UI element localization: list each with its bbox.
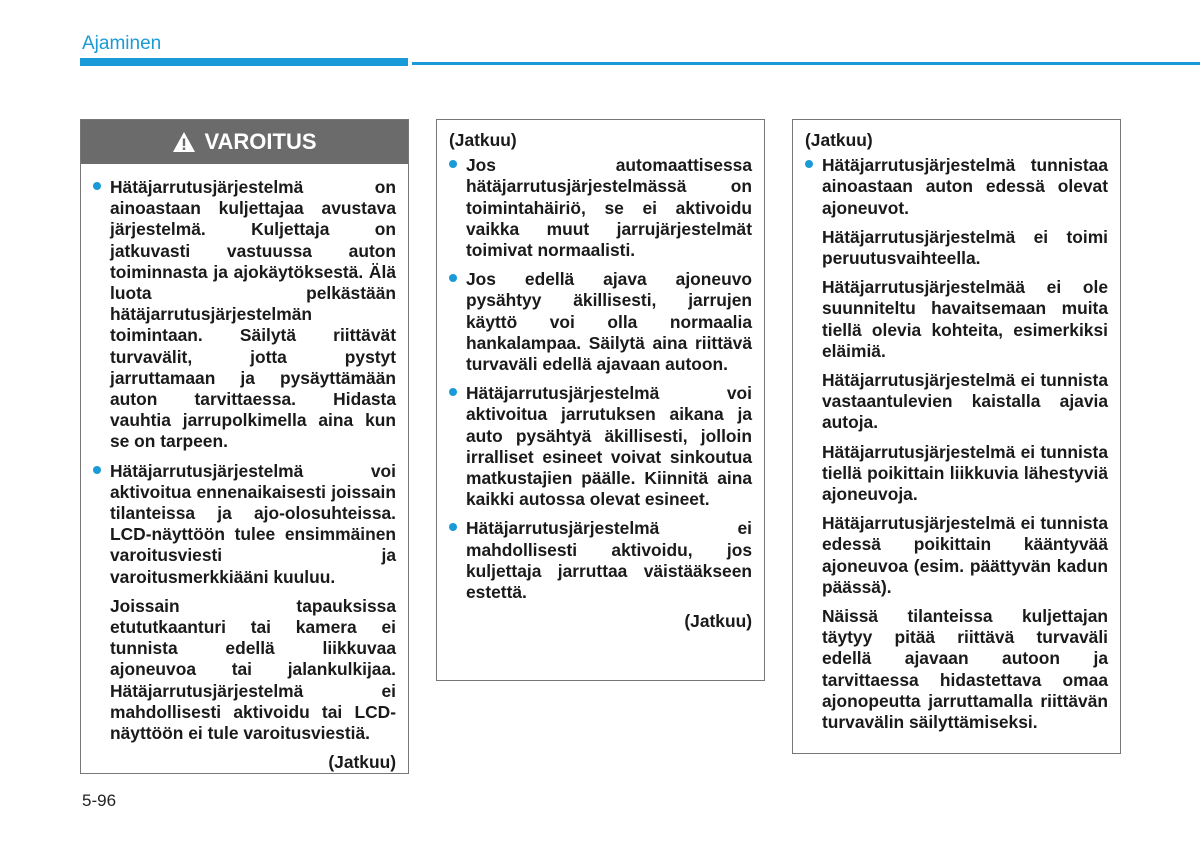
continued-box-middle (436, 119, 765, 681)
bullet-icon (449, 274, 457, 282)
middle-content (437, 120, 764, 632)
bullet-icon (93, 466, 101, 474)
paragraph: Hätäjarrutusjärjestelmä ei tunnista edessä poikittain kääntyvää ajoneuvoa (esim. päättyvän kadun päässä). (822, 513, 1108, 597)
list-item (449, 518, 752, 603)
warning-label: VAROITUS (204, 129, 317, 154)
bullet-icon (93, 182, 101, 190)
paragraph: Joissain tapauksissa etututkaanturi tai kamera ei tunnista edellä liikkuvaa ajoneuvoa tai jalankulkijaa. Hätäjarrutusjärjestelmä ei mahdollisesti aktivoidu tai LCD-näyttöön ei tule varoitusviestiä. (110, 595, 396, 744)
section-title: Ajaminen (82, 33, 162, 54)
list-item-text: Hätäjarrutusjärjestelmä tunnistaa ainoastaan auton edessä olevat ajoneuvot. (822, 155, 1108, 218)
list-item (93, 177, 396, 453)
list-item (449, 269, 752, 375)
paragraph: Hätäjarrutusjärjestelmä ei tunnista vastaantulevien kaistalla ajavia autoja. (822, 370, 1108, 433)
header-rule (412, 62, 1200, 65)
page-number: 5-96 (82, 791, 117, 810)
paragraph: Hätäjarrutusjärjestelmä ei toimi peruutusvaihteella. (822, 226, 1108, 269)
warning-box (80, 119, 409, 774)
warning-triangle-icon (172, 131, 196, 153)
list-item-text: Jos automaattisessa hätäjarrutusjärjestelmässä on toimintahäiriö, se ei aktivoidu vaikka muut jarrujärjestelmät toimivat normaalisti. (466, 155, 752, 261)
list-item-text: Hätäjarrutusjärjestelmä on ainoastaan kuljettajaa avustava järjestelmä. Kuljettaja on jatkuvasti vastuussa auton toiminnasta ja ajokäytöksestä. Älä luota pelkästään hätäjarrutusjärjestelmän toimintaan. Säilytä riittävät turvavälit, jotta pystyt jarruttamaan ja pysäyttämään auton tarvittaessa. Hidasta vauhtia jarrupolkimella aina kun se on tarpeen. (110, 177, 396, 452)
header-accent-bar (80, 58, 408, 66)
list-item (93, 461, 396, 588)
bullet-icon (449, 523, 457, 531)
list-item-text: Hätäjarrutusjärjestelmä voi aktivoitua ennenaikaisesti joissain tilanteissa ja ajo-olosuhteissa. LCD-näyttöön tulee ensimmäinen varoitusviesti ja varoitusmerkkiääni kuuluu. (110, 460, 396, 587)
list-item (449, 383, 752, 510)
continued-box-right (792, 119, 1121, 754)
paragraph: Hätäjarrutusjärjestelmä ei tunnista tiellä poikittain liikkuvia lähestyviä ajoneuvoja. (822, 441, 1108, 505)
bullet-icon (805, 160, 813, 168)
list-item-text: Jos edellä ajava ajoneuvo pysähtyy äkillisesti, jarrujen käyttö voi olla normaalia hankalampaa. Säilytä aina riittävä turvaväli edellä ajavaan autoon. (466, 269, 752, 375)
list-item-text: Hätäjarrutusjärjestelmä ei mahdollisesti aktivoidu, jos kuljettaja jarruttaa väistääkseen estettä. (466, 518, 752, 603)
continued-label: (Jatkuu) (805, 130, 873, 150)
paragraph: Hätäjarrutusjärjestelmää ei ole suunniteltu havaitsemaan muita tiellä olevia kohteita, esimerkiksi eläimiä. (822, 277, 1108, 361)
continued-label: (Jatkuu) (449, 130, 517, 150)
right-content (793, 120, 1120, 733)
bullet-icon (449, 388, 457, 396)
warning-content (81, 164, 408, 773)
warning-banner (81, 120, 408, 164)
continued-label: (Jatkuu) (684, 611, 752, 632)
list-item (449, 155, 752, 261)
bullet-icon (449, 160, 457, 168)
paragraph: Näissä tilanteissa kuljettajan täytyy pitää riittävä turvaväli edellä ajavaan autoon ja tarvittaessa hidastettava omaa ajonopeutta jarruttamalla riittävän turvavälin säilyttämiseksi. (822, 606, 1108, 733)
list-item (805, 155, 1108, 219)
continued-label: (Jatkuu) (328, 752, 396, 773)
list-item-text: Hätäjarrutusjärjestelmä voi aktivoitua jarrutuksen aikana ja auto pysähtyä äkillisesti, jolloin irralliset esineet voivat sinkoutua matkustajien päälle. Kiinnitä aina kaikki autossa olevat esineet. (466, 383, 752, 510)
